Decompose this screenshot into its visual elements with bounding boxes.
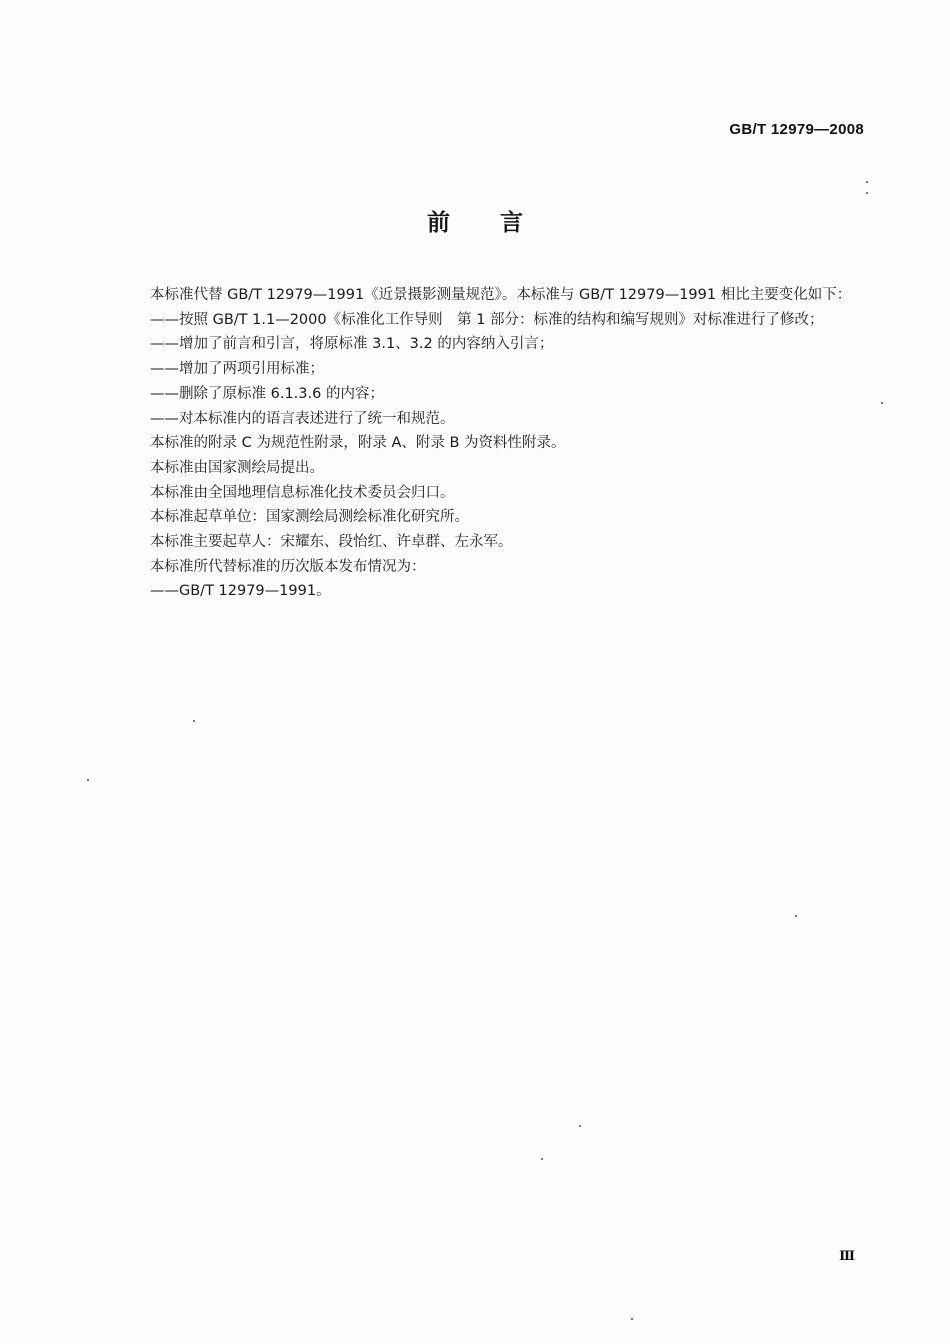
page-number: Ⅲ xyxy=(839,1249,855,1264)
statement-drafting-unit: 本标准起草单位：国家测绘局测绘标准化研究所。 xyxy=(150,509,469,526)
scan-speck xyxy=(579,1125,581,1127)
scan-speck xyxy=(866,192,868,194)
scan-speck xyxy=(866,181,868,183)
foreword-body xyxy=(117,283,874,604)
scan-speck xyxy=(541,1158,543,1160)
change-item: ——按照 GB/T 1.1—2000《标准化工作导则 第 1 部分：标准的结构和编写规则》对标准进行了修改； xyxy=(150,311,824,328)
intro-paragraph: 本标准代替 GB/T 12979—1991《近景摄影测量规范》。本标准与 GB/T 12979—1991 相比主要变化如下： xyxy=(150,287,852,303)
change-item: ——增加了两项引用标准； xyxy=(150,361,324,378)
scan-speck xyxy=(631,1318,633,1320)
change-item: ——增加了前言和引言，将原标准 3.1、3.2 的内容纳入引言； xyxy=(150,336,554,353)
standard-number: GB/T 12979—2008 xyxy=(729,121,864,138)
statement-history-intro: 本标准所代替标准的历次版本发布情况为： xyxy=(150,558,426,575)
statement-committee: 本标准由全国地理信息标准化技术委员会归口。 xyxy=(150,484,455,501)
scan-speck xyxy=(795,915,797,917)
change-item: ——删除了原标准 6.1.3.6 的内容； xyxy=(150,385,384,402)
scan-speck xyxy=(87,779,89,781)
page-title: 前言 xyxy=(427,210,573,236)
statement-drafters: 本标准主要起草人：宋耀东、段怡红、许卓群、左永军。 xyxy=(150,534,513,551)
change-item: ——对本标准内的语言表述进行了统一和规范。 xyxy=(150,410,455,427)
scan-speck xyxy=(881,402,883,404)
scan-speck xyxy=(193,720,195,722)
statement-annex: 本标准的附录 C 为规范性附录，附录 A、附录 B 为资料性附录。 xyxy=(150,435,566,452)
history-item: ——GB/T 12979—1991。 xyxy=(150,583,331,600)
statement-proposer: 本标准由国家测绘局提出。 xyxy=(150,459,324,476)
